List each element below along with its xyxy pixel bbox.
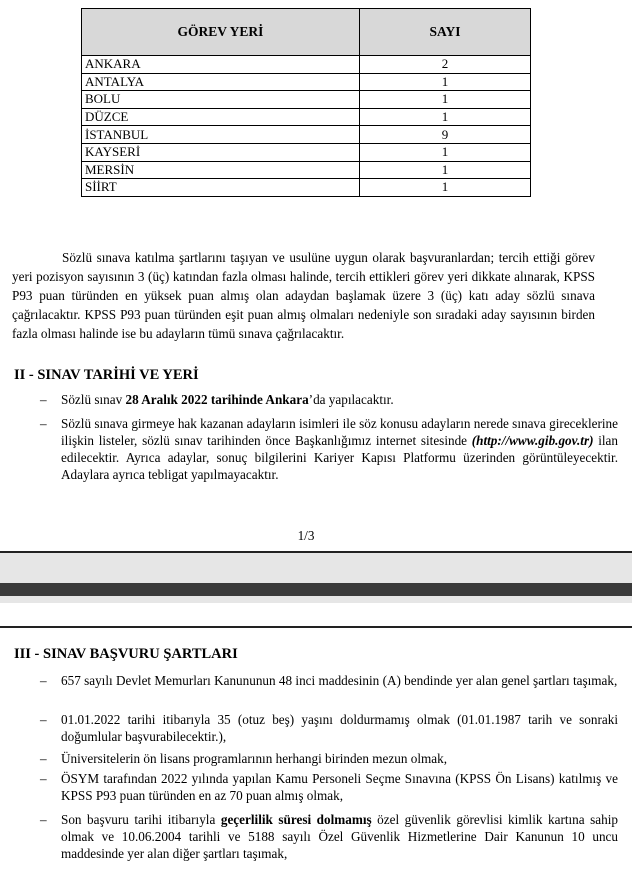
page-separator bbox=[0, 553, 632, 603]
bullet-exam-date: – Sözlü sınav 28 Aralık 2022 tarihinde Ankara’da yapılacaktır. bbox=[40, 392, 394, 407]
cell-count: 1 bbox=[360, 161, 531, 179]
bullet-security-card: – Son başvuru tarihi itibarıyla geçerlilik süresi dolmamış özel güvenlik görevlisi kimlik kartına sahip olmak ve 10.06.2004 tarihli ve 5188 sayılı Özel Güvenlik Hizmetlerine Dair Kanunun 10 uncu maddesinde yer alan diğer şartları taşımak, bbox=[40, 812, 618, 861]
cell-place: KAYSERİ bbox=[82, 143, 360, 161]
table-row bbox=[82, 126, 531, 144]
table-row bbox=[82, 91, 531, 109]
table-header-row bbox=[82, 9, 531, 56]
header-location: GÖREV YERİ bbox=[82, 9, 360, 56]
website-link[interactable]: (http://www.gib.gov.tr) bbox=[471, 433, 594, 448]
section-3-title: III - SINAV BAŞVURU ŞARTLARI bbox=[14, 646, 238, 662]
duty-location-table bbox=[81, 8, 531, 197]
page-number: 1/3 bbox=[297, 528, 315, 543]
section-2-title: II - SINAV TARİHİ VE YERİ bbox=[14, 367, 199, 383]
cell-count: 2 bbox=[360, 56, 531, 74]
cell-count: 1 bbox=[360, 73, 531, 91]
bullet-kpss: – ÖSYM tarafından 2022 yılında yapılan Kamu Personeli Seçme Sınavına (KPSS Ön Lisans) katılmış ve KPSS P93 puan türünden en az 70 puan almış olmak, bbox=[40, 771, 618, 803]
cell-count: 9 bbox=[360, 126, 531, 144]
cell-count: 1 bbox=[360, 179, 531, 197]
table-row bbox=[82, 179, 531, 197]
cell-place: ANKARA bbox=[82, 56, 360, 74]
page-top-rule bbox=[0, 626, 632, 628]
candidate-call-paragraph bbox=[12, 248, 595, 343]
bullet-dash: – bbox=[40, 771, 47, 786]
cell-count: 1 bbox=[360, 91, 531, 109]
cell-count: 1 bbox=[360, 108, 531, 126]
table-row bbox=[82, 161, 531, 179]
table-row bbox=[82, 73, 531, 91]
cell-place: SİİRT bbox=[82, 179, 360, 197]
table-row bbox=[82, 108, 531, 126]
bullet-age-limit: – 01.01.2022 tarihi itibarıyla 35 (otuz beş) yaşını doldurmamış olmak (01.01.1987 tarih ve sonraki doğumlular başvurabilecektir.), bbox=[40, 712, 618, 744]
separator-bar bbox=[0, 583, 632, 596]
cell-count: 1 bbox=[360, 143, 531, 161]
bullet-dash: – bbox=[40, 673, 47, 688]
header-count: SAYI bbox=[360, 9, 531, 56]
bullet-general-conditions: – 657 sayılı Devlet Memurları Kanununun 48 inci maddesinin (A) bendinde yer alan genel şartları taşımak, bbox=[40, 673, 618, 688]
table-row bbox=[82, 143, 531, 161]
bullet-dash: – bbox=[40, 392, 47, 407]
cell-place: BOLU bbox=[82, 91, 360, 109]
bullet-dash: – bbox=[40, 416, 47, 431]
cell-place: MERSİN bbox=[82, 161, 360, 179]
bullet-dash: – bbox=[40, 751, 47, 766]
table-row bbox=[82, 56, 531, 74]
bullet-candidate-lists: – Sözlü sınava girmeye hak kazanan adayların isimleri ile söz konusu adayların nerede sınava gireceklerine ilişkin listeler, sözlü sınav tarihinden önce Başkanlığımız internet sitesinde (http://www.gib.gov.tr) ilan edilecektir. Ayrıca adaylar, sonuç bilgilerini Kariyer Kapısı Platformu üzerinden görüntüleyecektir. Adaylara ayrıca tebligat yapılmayacaktır. bbox=[40, 416, 618, 482]
cell-place: ANTALYA bbox=[82, 73, 360, 91]
bullet-dash: – bbox=[40, 712, 47, 727]
cell-place: İSTANBUL bbox=[82, 126, 360, 144]
paragraph-text: Sözlü sınava katılma şartlarını taşıyan ve usulüne uygun olarak başvuranlardan; tercih ettiği görev yeri pozisyon sayısının 3 (üç) katından fazla olması halinde, tercih ettikleri görev yeri dikkate alınarak, KPSS P93 puan türünden en yüksek puan almış olan adaydan başlamak üzere 3 (üç) katı aday sözlü sınava çağrılacaktır. KPSS P93 puan türünden eşit puan almış olmaları nedeniyle son sıradaki aday sayısının birden fazla olması halinde ise bu adayların tümü sınava çağrılacaktır. bbox=[12, 250, 595, 341]
cell-place: DÜZCE bbox=[82, 108, 360, 126]
bullet-dash: – bbox=[40, 812, 47, 827]
bullet-education: – Üniversitelerin ön lisans programlarının herhangi birinden mezun olmak, bbox=[40, 751, 447, 766]
